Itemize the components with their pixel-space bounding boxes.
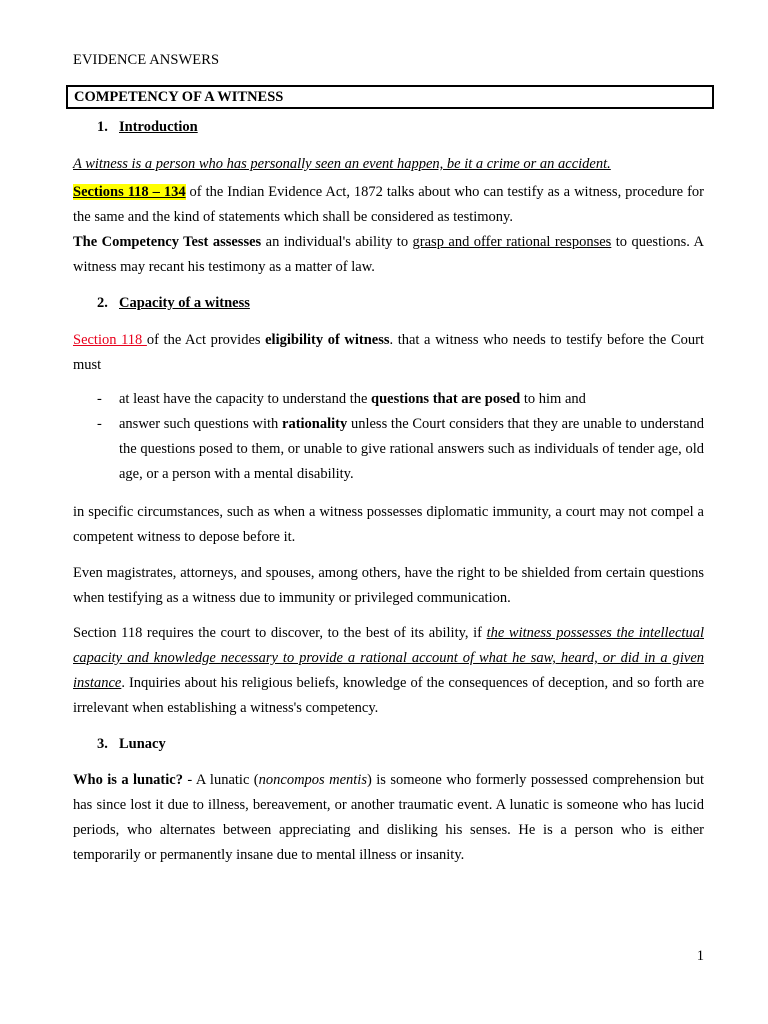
heading-text: Introduction	[119, 119, 198, 135]
intro-sections-paragraph: Sections 118 – 134 of the Indian Evidence Act, 1872 talks about who can testify as a witness, procedure for the same and the kind of statements which shall be considered as testimony.	[73, 184, 704, 225]
heading-introduction	[97, 115, 198, 140]
list-item: - at least have the capacity to understand the questions that are posed to him and	[97, 391, 586, 407]
privileged-communication-paragraph: Even magistrates, attorneys, and spouses, among others, have the right to be shielded from certain questions when testifying as a witness due to immunity or privileged communication.	[73, 565, 704, 606]
heading-number: 2.	[97, 295, 108, 311]
heading-number: 1.	[97, 119, 108, 135]
heading-text: Lunacy	[119, 736, 166, 752]
lunatic-definition-paragraph: Who is a lunatic? - A lunatic (noncompos mentis) is someone who formerly possessed comprehension but has since lost it due to illness, bereavement, or another traumatic event. A lunatic is someone who has lucid periods, who alternates between appreciating and disliking his senses. He is a person who is either temporarily or permanently insane due to mental illness or insanity.	[73, 772, 704, 863]
witness-definition: A witness is a person who has personally seen an event happen, be it a crime or an accident.	[73, 156, 611, 172]
list-item: - answer such questions with rationality unless the Court considers that they are unable to understand the questions posed to them, or unable to give rational answers such as individuals of tender age, old age, or a person with a mental disability.	[97, 416, 705, 482]
diplomatic-immunity-paragraph: in specific circumstances, such as when a witness possesses diplomatic immunity, a court may not compel a competent witness to depose before it.	[73, 504, 704, 545]
page-number: 1	[696, 948, 704, 964]
section-118-paragraph: Section 118 of the Act provides eligibility of witness. that a witness who needs to testify before the Court must	[73, 332, 704, 373]
section-title: COMPETENCY OF A WITNESS	[74, 89, 284, 105]
section-118-link-text: Section 118	[73, 332, 147, 348]
running-header: EVIDENCE ANSWERS	[73, 52, 220, 68]
heading-capacity	[97, 291, 250, 316]
competency-test-paragraph: The Competency Test assesses an individual's ability to grasp and offer rational responses to questions. A witness may recant his testimony as a matter of law.	[73, 234, 705, 275]
sections-highlight: Sections 118 – 134	[73, 184, 186, 200]
heading-text: Capacity of a witness	[119, 295, 250, 311]
section-title-box	[66, 85, 714, 109]
heading-number: 3.	[97, 736, 108, 752]
intellectual-capacity-paragraph: Section 118 requires the court to discover, to the best of its ability, if the witness possesses the intellectual capacity and knowledge necessary to provide a rational account of what he saw, heard, or did in a given instance. Inquiries about his religious beliefs, knowledge of the consequences of deception, and so forth are irrelevant when establishing a witness's competency.	[73, 625, 704, 716]
heading-lunacy	[97, 732, 166, 757]
